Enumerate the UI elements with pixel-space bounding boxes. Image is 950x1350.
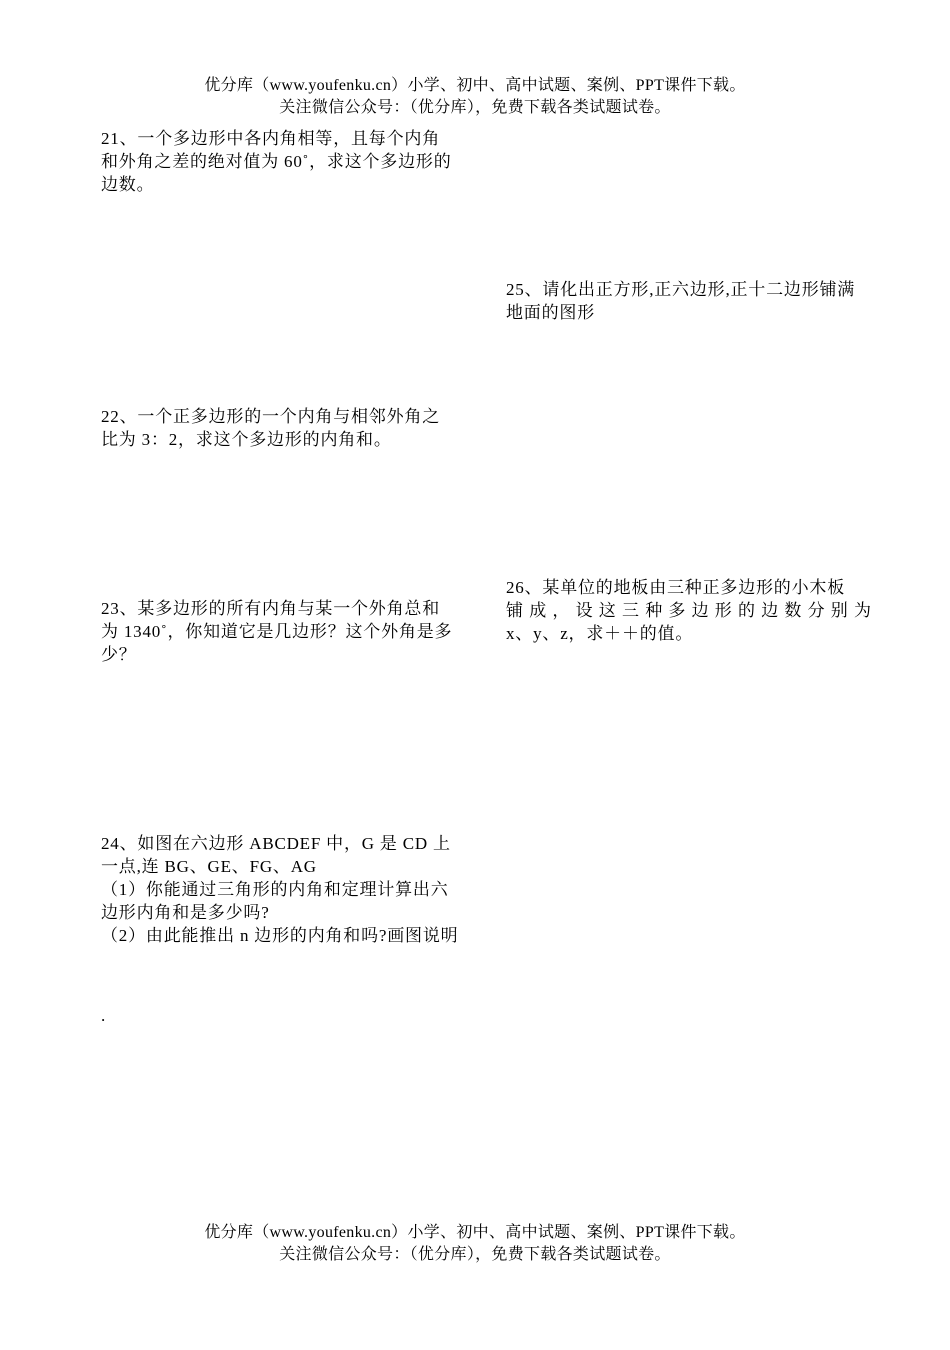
question-22 [101, 405, 471, 451]
stray-mark: . [101, 1006, 106, 1025]
question-23-line-3: 少？ [101, 645, 137, 664]
page-header [0, 75, 950, 119]
question-23-line-1: 23、某多边形的所有内角与某一个外角总和 [101, 599, 440, 618]
question-24-line-5: （2）由此能推出 n 边形的内角和吗?画图说明 [101, 926, 459, 945]
footer-line-1: 优分库（www.youfenku.cn）小学、初中、高中试题、案例、PPT课件下载。 [204, 1224, 746, 1241]
header-line-2: 关注微信公众号：（优分库），免费下载各类试题试卷。 [279, 99, 671, 116]
question-24-line-2: 一点,连 BG、GE、FG、AG [101, 857, 317, 876]
question-24-line-4: 边形内角和是多少吗? [101, 903, 270, 922]
question-26-line-2: 铺成，设这三种多边形的边数分别为 [506, 601, 878, 620]
question-21-line-2: 和外角之差的绝对值为 60˚，求这个多边形的 [101, 152, 452, 171]
question-22-line-2: 比为 3：2，求这个多边形的内角和。 [101, 430, 392, 449]
question-25-line-2: 地面的图形 [506, 303, 595, 322]
question-25 [506, 278, 876, 324]
question-21-line-1: 21、一个多边形中各内角相等，且每个内角 [101, 129, 440, 148]
question-22-line-1: 22、一个正多边形的一个内角与相邻外角之 [101, 407, 440, 426]
question-23-line-2: 为 1340˚，你知道它是几边形？这个外角是多 [101, 622, 453, 641]
question-26-line-1: 26、某单位的地板由三种正多边形的小木板 [506, 578, 845, 597]
footer-line-2: 关注微信公众号：（优分库），免费下载各类试题试卷。 [279, 1246, 671, 1263]
page-footer [0, 1222, 950, 1266]
question-21 [101, 127, 471, 196]
question-24-line-3: （1）你能通过三角形的内角和定理计算出六 [101, 880, 449, 899]
question-26-line-3: x、y、z，求＋＋的值。 [506, 624, 694, 643]
question-26 [506, 576, 876, 645]
header-line-1: 优分库（www.youfenku.cn）小学、初中、高中试题、案例、PPT课件下载。 [204, 77, 746, 94]
question-25-line-1: 25、请化出正方形,正六边形,正十二边形铺满 [506, 280, 856, 299]
question-23 [101, 597, 471, 666]
question-24-line-1: 24、如图在六边形 ABCDEF 中，G 是 CD 上 [101, 834, 451, 853]
question-21-line-3: 边数。 [101, 175, 155, 194]
question-24 [101, 832, 471, 947]
